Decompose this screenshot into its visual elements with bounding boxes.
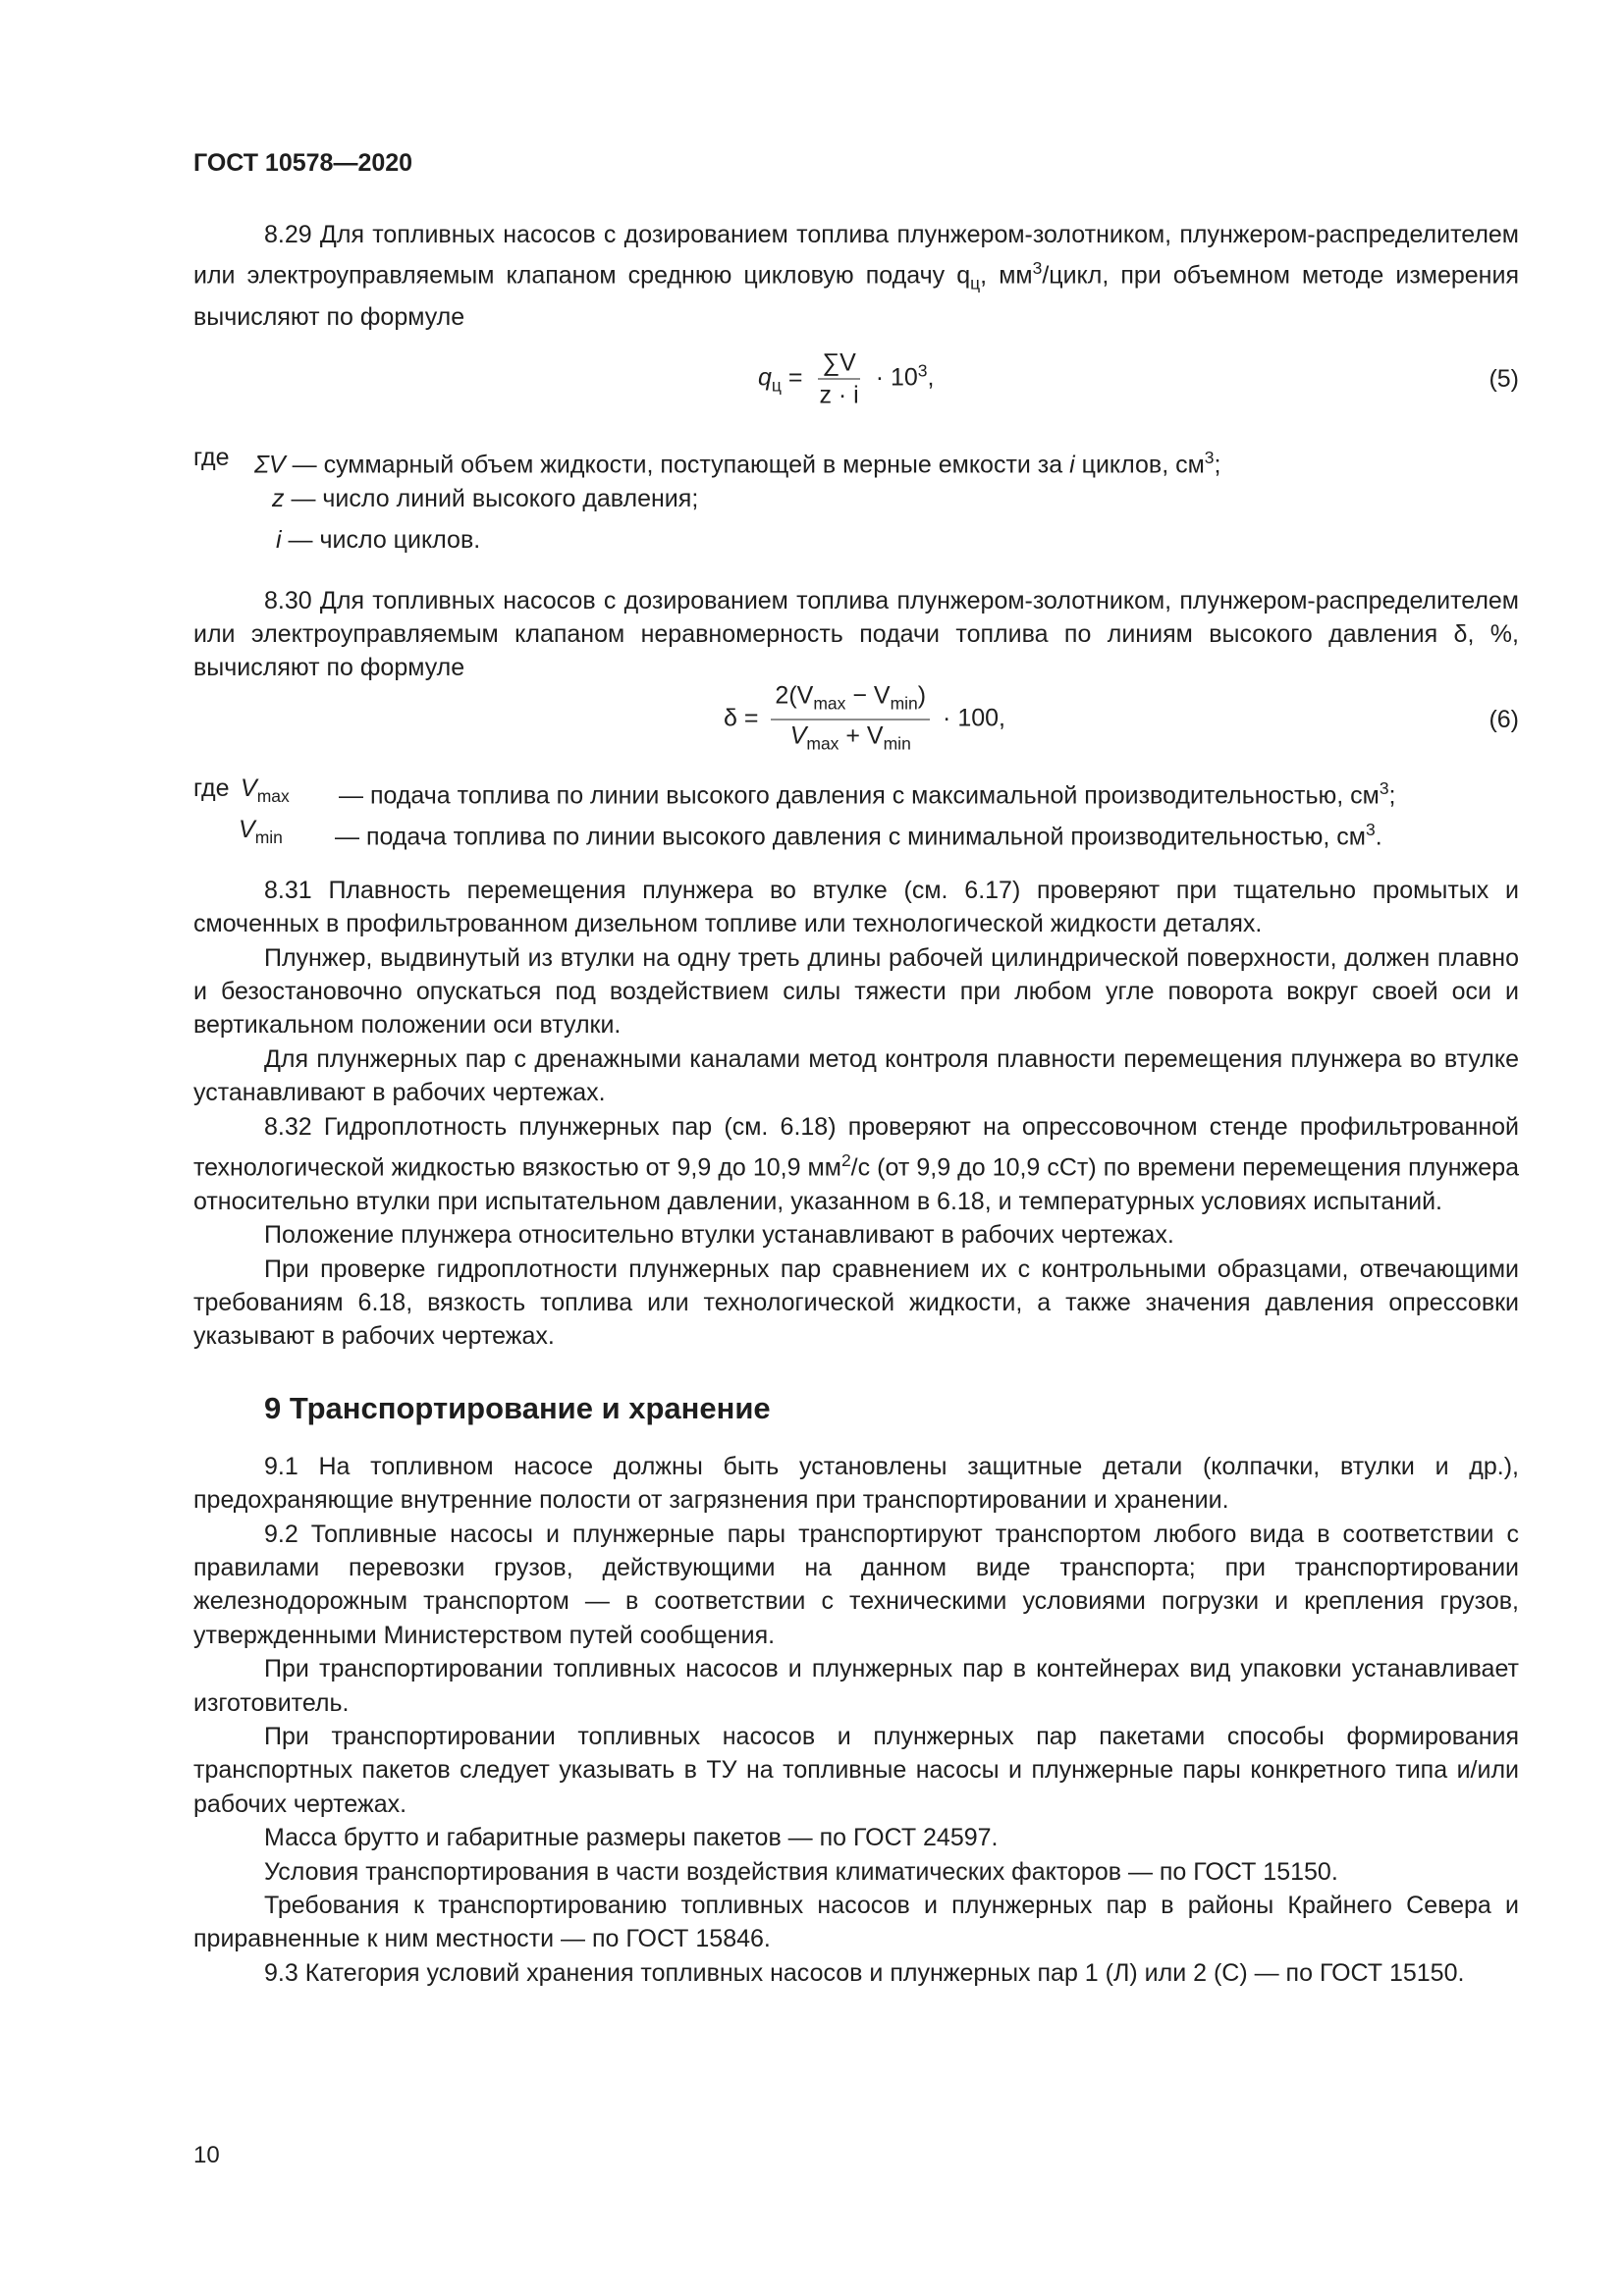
paragraph-text: /цикл, при объемном методе измерения вычисляют по формуле <box>193 261 1519 332</box>
formula-expression <box>758 347 934 410</box>
legend-symbol: i <box>276 525 282 554</box>
numerator-text: ) <box>917 681 927 710</box>
superscript: 3 <box>1032 258 1043 279</box>
denominator <box>786 720 915 759</box>
legend-row <box>193 809 1519 850</box>
paragraph-8-29 <box>193 218 1519 335</box>
legend-text: — число линий высокого давления; <box>291 484 699 512</box>
denominator-text: + V <box>839 721 884 750</box>
subscript: ц <box>970 273 981 294</box>
comma: , <box>927 363 935 392</box>
punctuation: . <box>1375 823 1382 851</box>
formula-6 <box>193 681 1519 754</box>
paragraph-text: 8.32 Гидроплотность плунжерных пар (см. 6.18) проверяют на опрессовочном стенде профильтрованной технологической жидкостью вязкостью от 9,9 до 10,9 мм <box>193 1112 1519 1182</box>
subscript: min <box>883 733 911 754</box>
document-body <box>193 218 1519 1990</box>
formula-lhs: δ = <box>724 704 759 732</box>
numerator-text: − V <box>845 681 891 710</box>
paragraph-9-2: 9.2 Топливные насосы и плунжерные пары транспортируют транспортом любого вида в соответствии с правилами перевозки грузов, действующими на данном виде транспорта; при транспортировании железнодорожным транспортом — в соответствии с техническими условиями погрузки и крепления грузов, утвержденными Министерством путей сообщения. <box>193 1520 1519 1649</box>
document-header: ГОСТ 10578—2020 <box>193 149 413 177</box>
equals-sign: = <box>787 363 803 392</box>
multiplier: · 100, <box>943 704 1005 732</box>
paragraph-9-2-d: Масса брутто и габаритные размеры пакетов — по ГОСТ 24597. <box>264 1824 999 1852</box>
paragraph-9-1: 9.1 На топливном насосе должны быть установлены защитные детали (колпачки, втулки и др.), предохраняющие внутренние полости от загрязнения при транспортировании и хранении. <box>193 1452 1519 1515</box>
legend-prefix: где <box>193 774 230 802</box>
paragraph-9-2-b: При транспортировании топливных насосов и плунжерных пар в контейнерах вид упаковки устанавливает изготовитель. <box>193 1655 1519 1717</box>
legend-prefix: где <box>193 443 230 471</box>
paragraph-9-2-e: Условия транспортирования в части воздействия климатических факторов — по ГОСТ 15150. <box>264 1857 1338 1886</box>
paragraph-text: , мм <box>980 261 1033 290</box>
equation-number: (5) <box>1489 364 1519 393</box>
paragraph-9-2-c: При транспортировании топливных насосов и плунжерных пар пакетами способы формирования транспортных пакетов следует указывать в ТУ на топливные насосы и плунжерные пары конкретного типа и/или рабочих чертежах. <box>193 1723 1519 1818</box>
paragraph-8-30: 8.30 Для топливных насосов с дозированием топлива плунжером-золотником, плунжером-распределителем или электроуправляемым клапаном неравномерность подачи топлива по линиям высокого давления δ, %, вычисляют по формуле <box>193 586 1519 682</box>
numerator <box>771 679 930 720</box>
numerator-text: 2(V <box>775 681 814 710</box>
legend-row <box>193 519 1519 561</box>
subscript: max <box>813 693 846 714</box>
legend-symbol: V <box>239 815 255 843</box>
fraction <box>815 347 862 410</box>
legend-text: — суммарный объем жидкости, поступающей в мерные емкости за <box>292 450 1070 478</box>
denominator: z · i <box>819 381 859 409</box>
legend-text: — подача топлива по линии высокого давления с максимальной производительностью, см <box>339 781 1380 810</box>
numerator: ∑V <box>818 347 860 379</box>
formula-5 <box>193 335 1519 423</box>
paragraph-text: /с (от 9,9 до 10,9 сСт) по времени перемещения плунжера относительно втулки при испытательном давлении, указанном в 6.18, и температурных условиях испытаний. <box>193 1153 1519 1215</box>
subscript: max <box>256 785 290 806</box>
superscript: 2 <box>840 1150 851 1171</box>
legend-row <box>193 437 1519 478</box>
legend-row <box>193 478 1519 519</box>
subscript: min <box>890 693 918 714</box>
page-number: 10 <box>193 2142 220 2168</box>
legend-6 <box>193 768 1519 850</box>
superscript: 3 <box>1204 447 1215 467</box>
legend-text: циклов, см <box>1074 450 1205 478</box>
legend-text: — подача топлива по линии высокого давления с минимальной производительностью, см <box>335 823 1366 851</box>
denominator-text: V <box>789 721 807 750</box>
paragraph-9-2-f: Требования к транспортированию топливных насосов и плунжерных пар в районы Крайнего Севера и приравненные к ним местности — по ГОСТ 15846. <box>193 1892 1519 1953</box>
punctuation: ; <box>1214 450 1221 478</box>
paragraph-8-31: 8.31 Плавность перемещения плунжера во втулке (см. 6.17) проверяют при тщательно промытых и смоченных в профильтрованном дизельном топливе или технологической жидкости деталях. <box>193 876 1519 938</box>
legend-row <box>193 768 1519 809</box>
subscript: max <box>806 733 839 754</box>
legend-symbol: V <box>241 774 257 802</box>
equation-number: (6) <box>1489 705 1519 733</box>
paragraph-8-32-c: Положение плунжера относительно втулки устанавливают в рабочих чертежах. <box>264 1221 1174 1250</box>
legend-5 <box>193 437 1519 561</box>
fraction <box>771 679 930 759</box>
paragraph-9-3: 9.3 Категория условий хранения топливных насосов и плунжерных пар 1 (Л) или 2 (С) — по ГОСТ 15150. <box>264 1958 1465 1987</box>
formula-lhs: q <box>758 363 772 392</box>
subscript: min <box>254 827 283 847</box>
superscript: 3 <box>917 359 928 380</box>
paragraph-8-31-c: Для плунжерных пар с дренажными каналами метод контроля плавности перемещения плунжера во втулке устанавливают в рабочих чертежах. <box>193 1044 1519 1107</box>
legend-italic: i <box>1069 450 1075 478</box>
paragraph-8-32-d: При проверке гидроплотности плунжерных пар сравнением их с контрольными образцами, отвечающими требованиям 6.18, вязкость топлива или технологической жидкости, а также значения давления опрессовки указывают в рабочих чертежах. <box>193 1255 1519 1351</box>
punctuation: ; <box>1388 781 1396 810</box>
legend-symbol: z <box>272 484 285 512</box>
paragraph-8-31-b: Плунжер, выдвинутый из втулки на одну треть длины рабочей цилиндрической поверхности, должен плавно и безостановочно опускаться под воздействием силы тяжести при любом угле поворота вокруг своей оси и вертикальном положении оси втулки. <box>193 943 1519 1040</box>
section-heading-9: 9 Транспортирование и хранение <box>264 1390 771 1425</box>
multiplier: · 10 <box>875 363 918 392</box>
paragraph-text: 8.29 Для топливных насосов с дозированием топлива плунжером-золотником, плунжером-распределителем или электроуправляемым клапаном среднюю цикловую подачу q <box>193 221 1519 290</box>
superscript: 3 <box>1379 777 1389 798</box>
paragraph-8-32 <box>193 1110 1519 1219</box>
legend-text: — число циклов. <box>288 525 481 554</box>
formula-expression <box>724 679 1005 759</box>
legend-symbol: ΣV <box>254 450 286 478</box>
subscript: ц <box>771 375 782 396</box>
superscript: 3 <box>1365 819 1376 839</box>
